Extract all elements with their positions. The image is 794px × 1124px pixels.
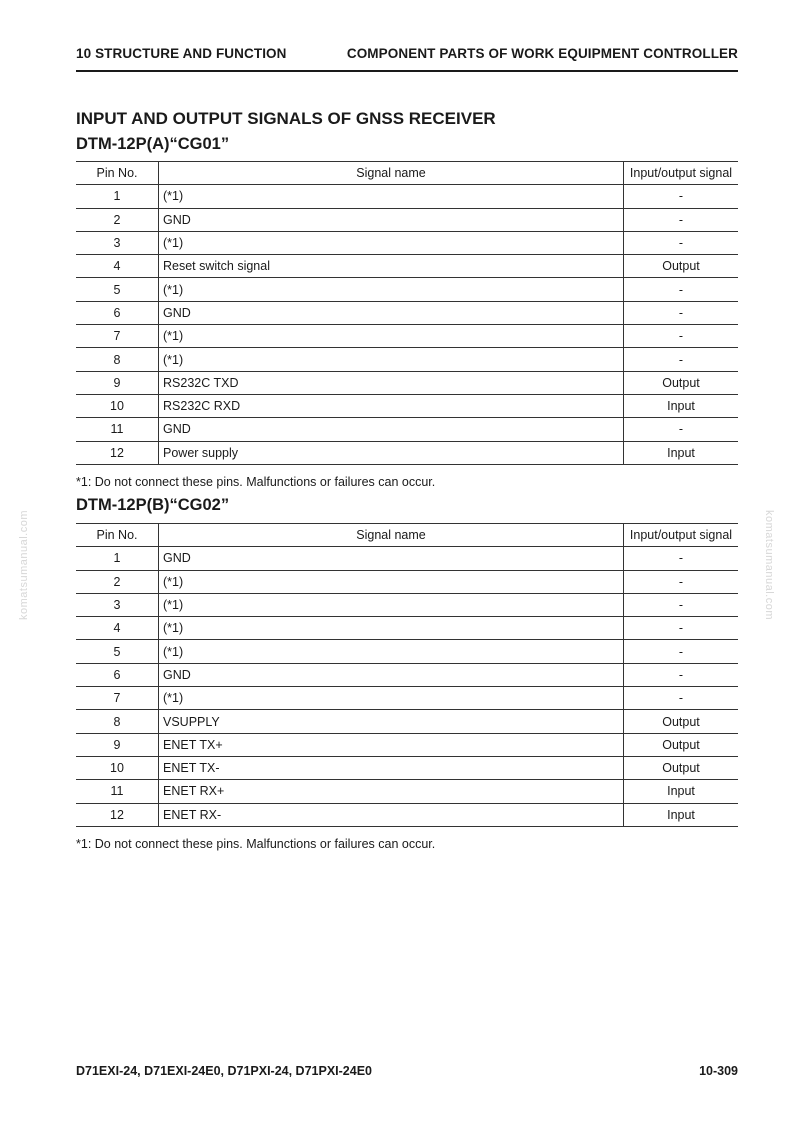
table-row <box>76 733 738 756</box>
table-row <box>76 185 738 208</box>
signal-name-cell: (*1) <box>159 617 624 640</box>
signal-name-cell: (*1) <box>159 687 624 710</box>
table-header-row <box>76 162 738 185</box>
signal-name-cell: RS232C TXD <box>159 371 624 394</box>
io-signal-cell: Output <box>624 710 739 733</box>
signal-name-cell: GND <box>159 208 624 231</box>
footer-page-number: 10-309 <box>699 1064 738 1078</box>
column-header-pin: Pin No. <box>76 162 159 185</box>
table-row <box>76 547 738 570</box>
pin-number-cell: 8 <box>76 348 159 371</box>
io-signal-cell: - <box>624 301 739 324</box>
pin-number-cell: 11 <box>76 418 159 441</box>
pin-number-cell: 6 <box>76 301 159 324</box>
table-row <box>76 441 738 464</box>
table-body <box>76 185 738 465</box>
pin-number-cell: 6 <box>76 663 159 686</box>
table-row <box>76 687 738 710</box>
pin-number-cell: 7 <box>76 325 159 348</box>
table-row <box>76 418 738 441</box>
table-header-row <box>76 524 738 547</box>
io-signal-cell: Output <box>624 255 739 278</box>
page-header <box>76 46 738 72</box>
pin-number-cell: 12 <box>76 441 159 464</box>
pin-number-cell: 12 <box>76 803 159 826</box>
io-signal-cell: Input <box>624 394 739 417</box>
signal-name-cell: ENET TX- <box>159 756 624 779</box>
column-header-signal: Signal name <box>159 162 624 185</box>
io-signal-cell: Output <box>624 756 739 779</box>
io-signal-cell: - <box>624 593 739 616</box>
io-signal-cell: - <box>624 348 739 371</box>
pin-number-cell: 8 <box>76 710 159 733</box>
pin-number-cell: 4 <box>76 617 159 640</box>
table-row <box>76 348 738 371</box>
pin-number-cell: 1 <box>76 547 159 570</box>
table-row <box>76 570 738 593</box>
table-row <box>76 663 738 686</box>
io-signal-cell: - <box>624 640 739 663</box>
signal-table-cg02 <box>76 523 738 827</box>
signal-name-cell: GND <box>159 301 624 324</box>
pin-number-cell: 2 <box>76 208 159 231</box>
signal-name-cell: GND <box>159 547 624 570</box>
io-signal-cell: - <box>624 687 739 710</box>
pin-number-cell: 3 <box>76 593 159 616</box>
signal-name-cell: (*1) <box>159 185 624 208</box>
footnote-cg01: *1: Do not connect these pins. Malfunctions or failures can occur. <box>76 475 436 489</box>
table-title-cg01: DTM-12P(A)“CG01” <box>76 135 230 153</box>
footer-models: D71EXI-24, D71EXI-24E0, D71PXI-24, D71PXI-24E0 <box>76 1064 372 1078</box>
io-signal-cell: Input <box>624 441 739 464</box>
header-chapter: COMPONENT PARTS OF WORK EQUIPMENT CONTROLLER <box>346 46 738 61</box>
column-header-io: Input/output signal <box>624 162 739 185</box>
io-signal-cell: Input <box>624 780 739 803</box>
table-title-cg02: DTM-12P(B)“CG02” <box>76 496 230 514</box>
io-signal-cell: Input <box>624 803 739 826</box>
table-row <box>76 278 738 301</box>
pin-number-cell: 5 <box>76 640 159 663</box>
table-row <box>76 756 738 779</box>
pin-number-cell: 11 <box>76 780 159 803</box>
io-signal-cell: - <box>624 570 739 593</box>
io-signal-cell: - <box>624 231 739 254</box>
pin-number-cell: 9 <box>76 371 159 394</box>
pin-number-cell: 1 <box>76 185 159 208</box>
column-header-pin: Pin No. <box>76 524 159 547</box>
io-signal-cell: - <box>624 278 739 301</box>
signal-name-cell: (*1) <box>159 278 624 301</box>
signal-table-cg01 <box>76 161 738 465</box>
column-header-io: Input/output signal <box>624 524 739 547</box>
page-footer <box>76 1064 738 1078</box>
signal-name-cell: (*1) <box>159 570 624 593</box>
table-row <box>76 371 738 394</box>
signal-name-cell: (*1) <box>159 231 624 254</box>
table-row <box>76 255 738 278</box>
table-row <box>76 803 738 826</box>
signal-name-cell: (*1) <box>159 348 624 371</box>
table-row <box>76 325 738 348</box>
signal-name-cell: Reset switch signal <box>159 255 624 278</box>
signal-name-cell: Power supply <box>159 441 624 464</box>
pin-number-cell: 9 <box>76 733 159 756</box>
io-signal-cell: Output <box>624 371 739 394</box>
pin-number-cell: 10 <box>76 394 159 417</box>
pin-number-cell: 3 <box>76 231 159 254</box>
table-row <box>76 208 738 231</box>
pin-number-cell: 5 <box>76 278 159 301</box>
table-row <box>76 780 738 803</box>
signal-name-cell: ENET TX+ <box>159 733 624 756</box>
signal-name-cell: (*1) <box>159 640 624 663</box>
signal-name-cell: (*1) <box>159 325 624 348</box>
signal-name-cell: (*1) <box>159 593 624 616</box>
header-section: 10 STRUCTURE AND FUNCTION <box>76 46 287 61</box>
io-signal-cell: Output <box>624 733 739 756</box>
io-signal-cell: - <box>624 547 739 570</box>
page-title: INPUT AND OUTPUT SIGNALS OF GNSS RECEIVER <box>76 109 496 128</box>
signal-name-cell: GND <box>159 663 624 686</box>
io-signal-cell: - <box>624 663 739 686</box>
table-row <box>76 394 738 417</box>
io-signal-cell: - <box>624 185 739 208</box>
table-row <box>76 710 738 733</box>
table-row <box>76 593 738 616</box>
io-signal-cell: - <box>624 617 739 640</box>
pin-number-cell: 10 <box>76 756 159 779</box>
table-row <box>76 231 738 254</box>
table-row <box>76 640 738 663</box>
pin-number-cell: 7 <box>76 687 159 710</box>
signal-name-cell: RS232C RXD <box>159 394 624 417</box>
table-body <box>76 547 738 827</box>
signal-name-cell: VSUPPLY <box>159 710 624 733</box>
signal-name-cell: ENET RX+ <box>159 780 624 803</box>
footnote-cg02: *1: Do not connect these pins. Malfunctions or failures can occur. <box>76 837 436 851</box>
signal-name-cell: ENET RX- <box>159 803 624 826</box>
signal-name-cell: GND <box>159 418 624 441</box>
io-signal-cell: - <box>624 418 739 441</box>
table-row <box>76 301 738 324</box>
watermark-right: komatsumanual.com <box>763 510 775 620</box>
column-header-signal: Signal name <box>159 524 624 547</box>
pin-number-cell: 2 <box>76 570 159 593</box>
watermark-left: komatsumanual.com <box>18 510 30 620</box>
table-row <box>76 617 738 640</box>
io-signal-cell: - <box>624 325 739 348</box>
io-signal-cell: - <box>624 208 739 231</box>
pin-number-cell: 4 <box>76 255 159 278</box>
